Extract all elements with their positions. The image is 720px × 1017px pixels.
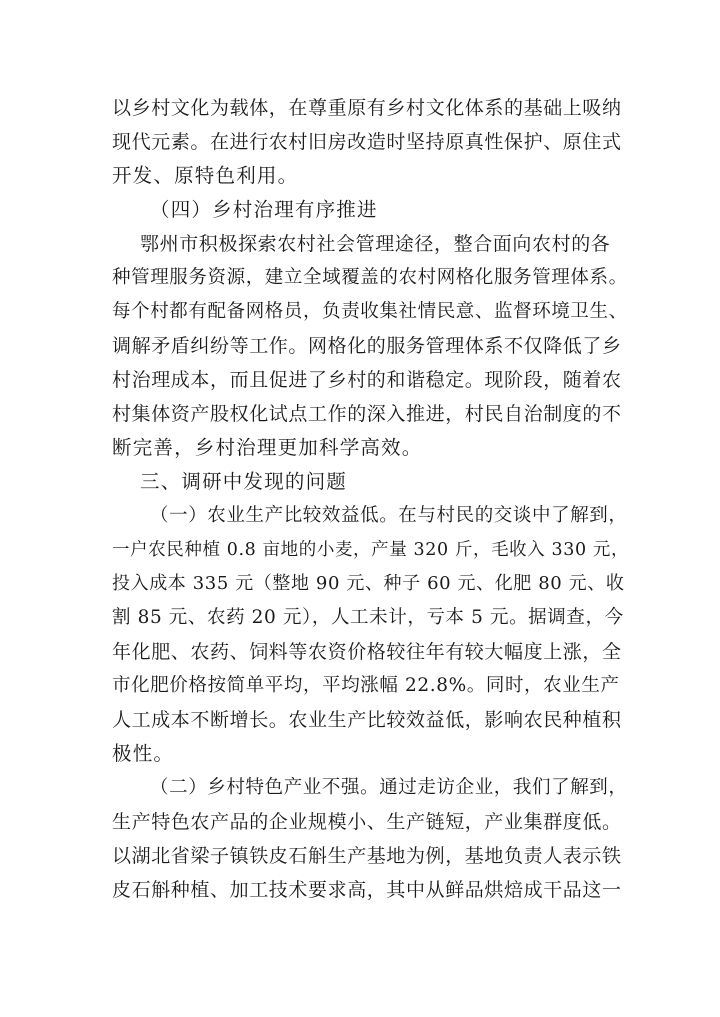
text-line: 市化肥价格按简单平均，平均涨幅 22.8%。同时，农业生产 (112, 675, 620, 696)
text-line: 村集体资产股权化试点工作的深入推进，村民自治制度的不 (112, 403, 622, 425)
text-line: 以乡村文化为载体，在尊重原有乡村文化体系的基础上吸纳 (112, 97, 622, 119)
section-heading: （四）乡村治理有序推进 (150, 198, 378, 221)
section-heading: 三、调研中发现的问题 (140, 470, 348, 493)
text-line: 人工成本不断增长。农业生产比较效益低，影响农民种植积 (112, 709, 622, 731)
text-line: 割 85 元、农药 20 元），人工未计，亏本 5 元。据调查，今 (112, 607, 624, 628)
text-line: 村治理成本，而且促进了乡村的和谐稳定。现阶段，随着农 (112, 369, 622, 391)
text-line: 投入成本 335 元（整地 90 元、种子 60 元、化肥 80 元、收 (112, 573, 625, 594)
text-line: 皮石斛种植、加工技术要求高，其中从鲜品烘焙成干品这一 (112, 879, 622, 901)
text-line: 种管理服务资源，建立全域覆盖的农村网格化服务管理体系。 (112, 267, 628, 288)
text-line: 断完善，乡村治理更加科学高效。 (112, 436, 423, 459)
text-line: 开发、原特色利用。 (112, 164, 299, 187)
text-line: （一）农业生产比较效益低。在与村民的交谈中了解到， (150, 505, 628, 526)
text-line: 极性。 (112, 742, 175, 765)
text-line: 调解矛盾纠纷等工作。网格化的服务管理体系不仅降低了乡 (112, 335, 622, 357)
text-line: （二）乡村特色产业不强。通过走访企业，我们了解到， (150, 777, 628, 798)
text-line: 年化肥、农药、饲料等农资价格较往年有较大幅度上涨，全 (112, 641, 622, 663)
text-line: 以湖北省梁子镇铁皮石斛生产基地为例，基地负责人表示铁 (112, 845, 622, 867)
text-line: 生产特色农产品的企业规模小、生产链短，产业集群度低。 (112, 811, 622, 833)
text-line: 鄂州市积极探索农村社会管理途径，整合面向农村的各 (140, 233, 611, 255)
text-line: 一户农民种植 0.8 亩地的小麦，产量 320 斤，毛收入 330 元， (112, 540, 630, 560)
text-line: 现代元素。在进行农村旧房改造时坚持原真性保护、原住式 (112, 131, 622, 153)
text-line: 每个村都有配备网格员，负责收集社情民意、监督环境卫生、 (112, 301, 628, 322)
